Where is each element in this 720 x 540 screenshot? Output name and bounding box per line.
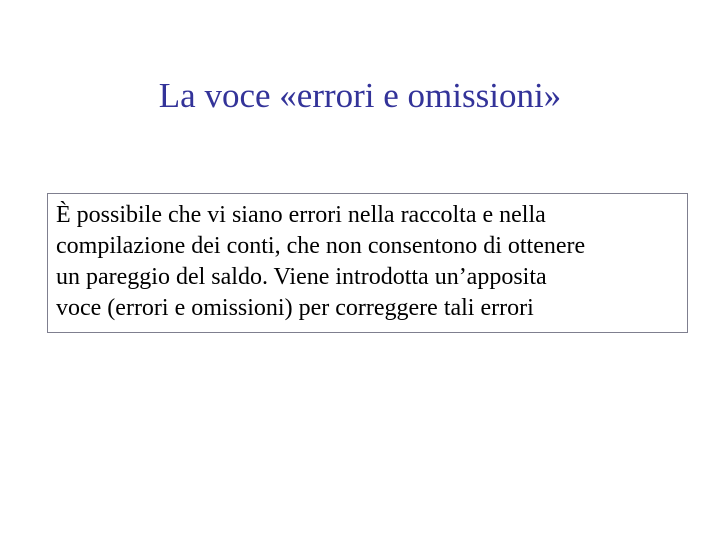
- body-line: un pareggio del saldo. Viene introdotta un’apposita: [56, 264, 547, 290]
- body-line: È possibile che vi siano errori nella raccolta e nella: [56, 202, 546, 228]
- body-line: voce (errori e omissioni) per correggere tali errori: [56, 295, 534, 321]
- text-box: [47, 193, 688, 333]
- body-paragraph: [56, 200, 681, 324]
- body-line: compilazione dei conti, che non consentono di ottenere: [56, 233, 586, 259]
- slide-title: La voce «errori e omissioni»: [158, 76, 562, 115]
